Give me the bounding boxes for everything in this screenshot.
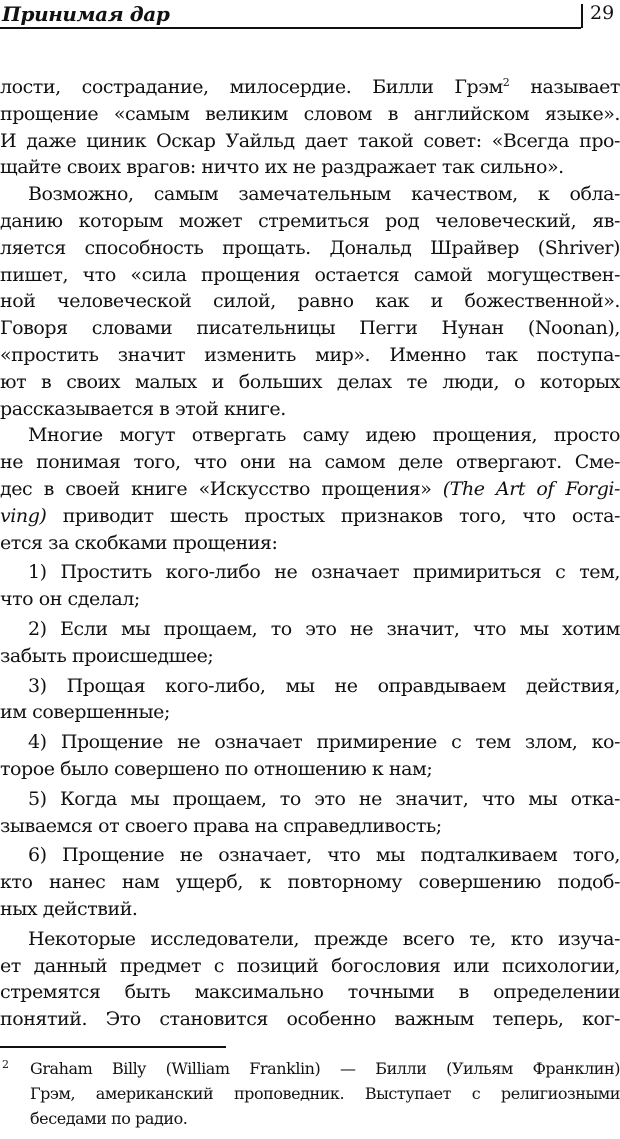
list-item-line: им совершенные; (0, 701, 170, 724)
running-title: Принимая дар (2, 2, 170, 26)
text-line: ной человеческой силой, равно как и божественной». (0, 290, 620, 313)
text-line: Некоторые исследователи, прежде всего те, кто изуча- (28, 927, 620, 950)
text-line: лости, сострадание, милосердие. Билли Грэм$^2$ называет (0, 76, 620, 98)
text-line: рассказывается в этой книге. (0, 397, 286, 420)
header-rule (0, 27, 581, 29)
text-line: ving) приводит шесть простых признаков того, что оста- (0, 504, 620, 527)
footnote-line: Graham Billy (William Franklin) — Билли (Уильям Франклин) (30, 1059, 620, 1078)
text-line: ется за скобками прощения: (0, 531, 278, 554)
text-line: ет данный предмет с позиций богословия или психологии, (0, 954, 620, 977)
running-header (0, 0, 620, 30)
list-item-line: 1) Простить кого-либо не означает примириться с тем, (28, 561, 620, 584)
text-line: Говоря словами писательницы Пегги Нунан (Noonan), (0, 317, 620, 340)
list-item-line: забыть происшедшее; (0, 644, 214, 667)
list-item-line: 3) Прощая кого-либо, мы не оправдываем действия, (28, 674, 620, 697)
text-line: щайте своих врагов: ничто их не раздражает так сильно». (0, 156, 564, 179)
text-line: ляется способность прощать. Дональд Шрайвер (Shriver) (0, 236, 620, 259)
list-item-line: зываемся от своего права на справедливость; (0, 814, 442, 837)
list-item-line: 2) Если мы прощаем, то это не значит, что мы хотим (28, 617, 620, 640)
text-line: понятий. Это становится особенно важным теперь, ког- (0, 1008, 620, 1031)
text-line: Многие могут отвергать саму идею прощения, просто (28, 424, 620, 447)
text-line: стремятся быть максимально точными в определении (0, 981, 620, 1004)
page-number: 29 (590, 2, 615, 24)
text-line: «простить значит изменить мир». Именно так поступа- (0, 343, 620, 366)
italic-book-title: ving) (0, 504, 47, 527)
list-item-line: кто нанес нам ущерб, к повторному совершению подоб- (0, 871, 620, 894)
text-line: прощение «самым великим словом в английском языке». (0, 102, 620, 125)
footnote-marker: 2 (2, 1058, 9, 1071)
footnote-reference[interactable]: 2 (502, 76, 510, 89)
footnote-line: беседами по радио. (30, 1109, 188, 1128)
text-line: И даже циник Оскар Уайльд дает такой совет: «Всегда про- (0, 129, 620, 152)
body-text (0, 74, 620, 1033)
italic-book-title: (The Art of Forgi- (442, 477, 620, 500)
list-item-line: 4) Прощение не означает примирение с тем злом, ко- (28, 731, 620, 754)
text-line: ют в своих малых и больших делах те люди, о которых (0, 370, 620, 393)
list-item-line: 6) Прощение не означает, что мы подталкиваем того, (28, 844, 620, 867)
footnote (0, 1056, 620, 1131)
text-line: дес в своей книге «Искусство прощения» (The Art of Forgi- (0, 477, 620, 500)
page-number-separator (581, 4, 583, 28)
list-item-line: торое было совершено по отношению к нам; (0, 757, 433, 780)
text-line: не понимая того, что они на самом деле отвергают. Сме- (0, 451, 620, 474)
footnote-line: Грэм, американский проповедник. Выступает с религиозными (30, 1084, 620, 1103)
text-line: пишет, что «сила прощения остается самой могуществен- (0, 263, 620, 286)
list-item-line: что он сделал; (0, 588, 140, 611)
text-line: данию которым может стремиться род человеческий, яв- (0, 209, 620, 232)
list-item-line: 5) Когда мы прощаем, то это не значит, что мы отка- (28, 787, 620, 810)
footnote-rule (0, 1046, 226, 1048)
text-line: Возможно, самым замечательным качеством, к обла- (28, 183, 620, 206)
list-item-line: ных действий. (0, 897, 138, 920)
